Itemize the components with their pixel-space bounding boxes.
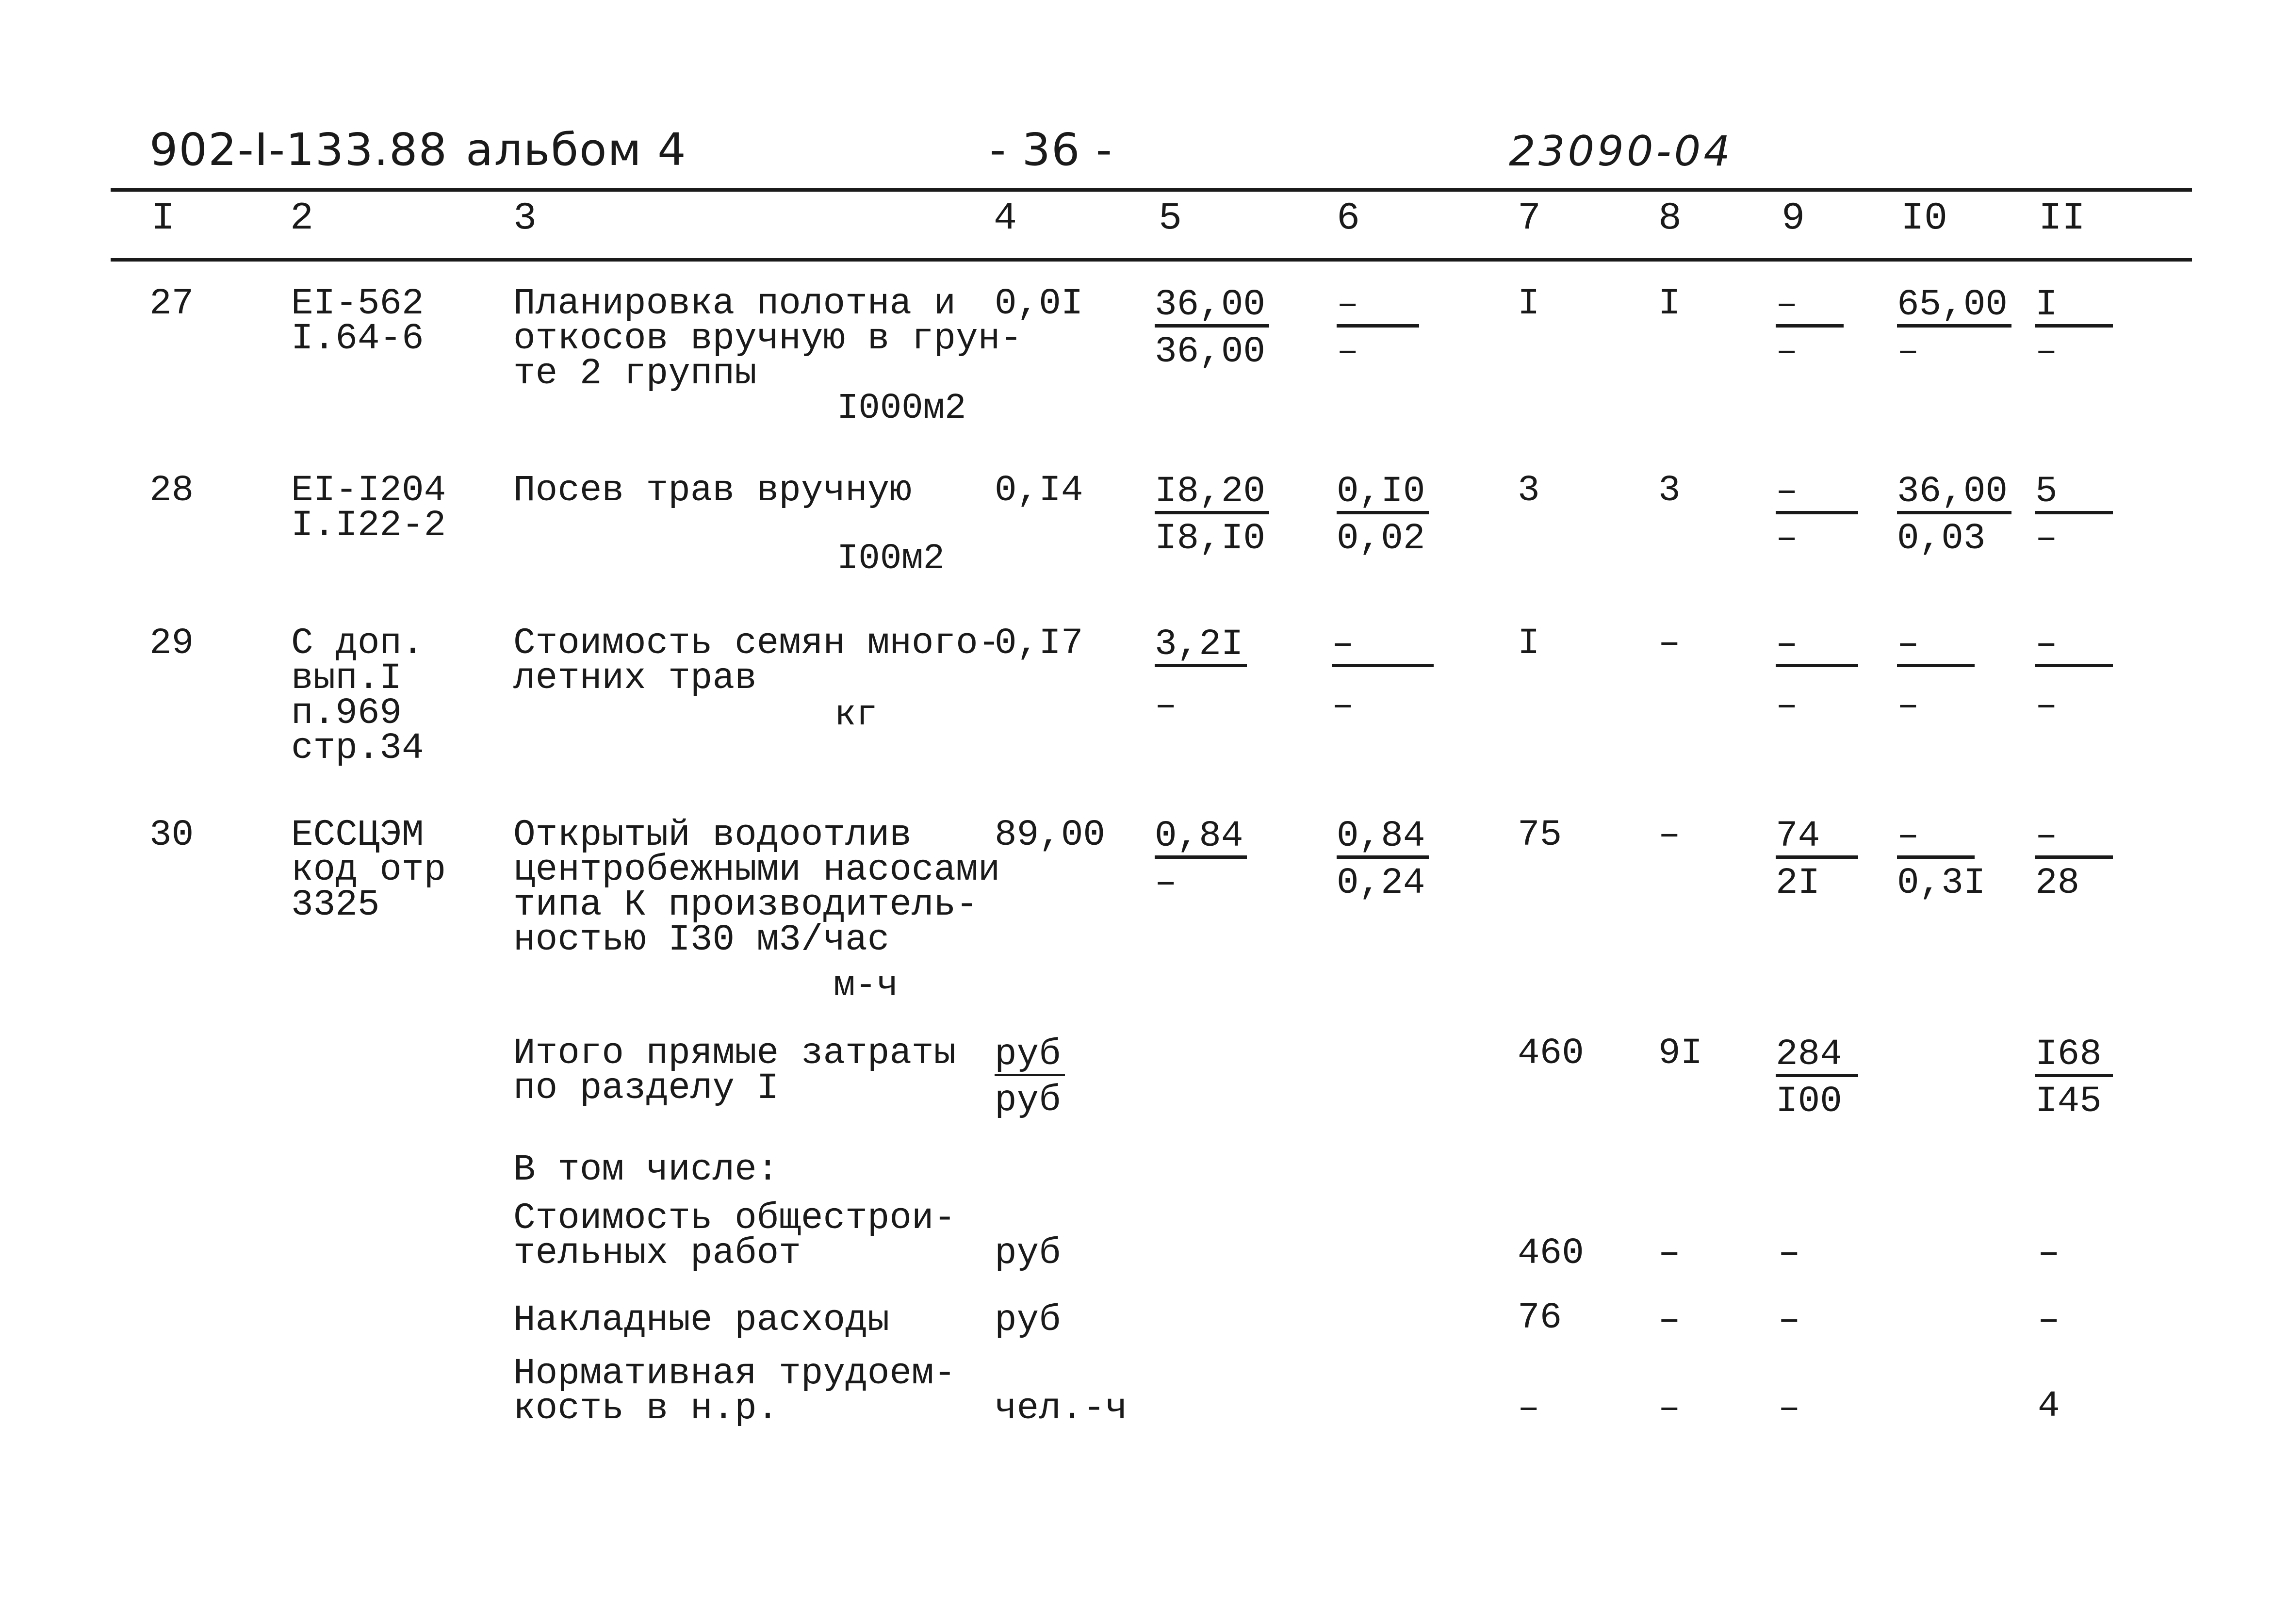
total-wages: – (1658, 623, 1681, 664)
breakdown-label-line: тельных работ (513, 1232, 801, 1274)
fraction-bottom: – (1776, 518, 1798, 559)
breakdown-label-line: кость в н.р. (513, 1388, 779, 1429)
fraction-top: 65,00 (1897, 280, 2011, 328)
description-line: откосов вручную в грун- (513, 318, 1022, 360)
breakdown-wages: – (1658, 1232, 1681, 1274)
breakdown-label (513, 1353, 956, 1429)
fraction-top: 0,84 (1337, 812, 1429, 859)
breakdown-wages: – (1658, 1388, 1681, 1429)
norm-code-line: EI-I204 (291, 470, 446, 511)
header-rule-top (111, 188, 2192, 192)
norm-code-line: 3325 (291, 884, 380, 926)
fraction-bottom: – (1776, 685, 1798, 727)
total-machines (1776, 467, 1858, 563)
unit-cost-machines (1337, 812, 1429, 907)
description-line: центробежными насосами (513, 849, 1000, 891)
breakdown-label-line: Нормативная трудоем- (513, 1353, 956, 1394)
breakdown-cost: 460 (1518, 1232, 1584, 1274)
fraction-bottom: 0,03 (1897, 518, 1986, 559)
unit-cost (1155, 620, 1247, 730)
column-number: 6 (1337, 197, 1360, 241)
total-cost: 3 (1518, 470, 1540, 511)
totals-cost: 460 (1518, 1033, 1584, 1074)
fraction-bottom: 0,3I (1897, 862, 1986, 904)
total-cost: I (1518, 283, 1540, 325)
including-heading: В том числе: (513, 1149, 779, 1191)
breakdown-unit: руб (995, 1299, 1061, 1341)
row-number: 28 (149, 470, 194, 511)
fraction-bottom: – (1155, 685, 1177, 727)
breakdown-labor: – (2038, 1299, 2060, 1341)
norm-code-line: вып.I (291, 657, 402, 699)
fraction-top: – (1776, 620, 1858, 667)
breakdown-machines: – (1778, 1299, 1800, 1341)
measure-unit: I000м2 (837, 388, 966, 429)
quantity: 0,I4 (995, 470, 1083, 511)
norm-code-line: С доп. (291, 623, 424, 664)
description-line: ностью I30 м3/час (513, 919, 890, 961)
fraction-bottom: – (2035, 518, 2058, 559)
fraction-bottom: – (1332, 685, 1354, 727)
fraction-bottom: – (1155, 862, 1177, 904)
quantity: 0,I7 (995, 623, 1083, 664)
totals-machines (1776, 1030, 1858, 1126)
fraction-bottom: – (1337, 331, 1359, 373)
breakdown-unit: руб (995, 1232, 1061, 1274)
fraction-bottom: – (1897, 331, 1919, 373)
fraction-bottom: 2I (1776, 862, 1820, 904)
totals-label-line: по разделу I (513, 1067, 779, 1109)
quantity: 89,00 (995, 814, 1106, 856)
norm-code (291, 470, 446, 546)
totals-wages: 9I (1658, 1033, 1703, 1074)
fraction-bottom: 0,24 (1337, 862, 1425, 904)
total-wages: 3 (1658, 470, 1681, 511)
totals-unit (995, 1030, 1065, 1125)
fraction-top: 36,00 (1155, 280, 1269, 328)
norm-code-line: I.I22-2 (291, 505, 446, 546)
description-line: Открытый водоотлив (513, 814, 912, 856)
norm-code-line: п.969 (291, 692, 402, 734)
fraction-top: 36,00 (1897, 467, 2011, 514)
breakdown-label (513, 1197, 956, 1274)
norm-code (291, 283, 424, 360)
unit-cost (1155, 467, 1269, 563)
column-number: II (2039, 197, 2086, 241)
unit-cost (1155, 280, 1269, 376)
fraction-bottom: 0,02 (1337, 518, 1425, 559)
breakdown-machines: – (1778, 1232, 1800, 1274)
measure-unit: I00м2 (837, 539, 945, 579)
total-wages: I (1658, 283, 1681, 325)
total-wages: – (1658, 814, 1681, 856)
fraction-bottom: – (2035, 331, 2058, 373)
breakdown-cost: 76 (1518, 1297, 1562, 1339)
fraction-top: – (2035, 620, 2113, 667)
norm-code (291, 814, 446, 926)
total-machines (1776, 620, 1858, 730)
fraction-bottom: – (1776, 331, 1798, 373)
fraction-bottom: 28 (2035, 862, 2080, 904)
fraction-top: – (1897, 812, 1975, 859)
description-line: типа К производитель- (513, 884, 978, 926)
fraction-top: 284 (1776, 1030, 1858, 1077)
totals-label-line: Итого прямые затраты (513, 1033, 956, 1074)
labor-total (2035, 280, 2113, 376)
breakdown-machines: – (1778, 1388, 1800, 1429)
description-line: Стоимость семян много- (513, 623, 1000, 664)
fraction-top: руб (995, 1030, 1065, 1076)
labor-total (2035, 620, 2113, 730)
fraction-top: 0,I0 (1337, 467, 1429, 514)
column-number: I (151, 197, 175, 241)
column-number: 8 (1658, 197, 1682, 241)
fraction-top: 0,84 (1155, 812, 1247, 859)
fraction-top: – (1332, 620, 1434, 667)
norm-code (291, 623, 424, 769)
fraction-top: 5 (2035, 467, 2113, 514)
measure-unit: м-ч (834, 966, 899, 1006)
fraction-top: – (2035, 812, 2113, 859)
labor-unit (1897, 620, 1975, 730)
column-number: I0 (1901, 197, 1948, 241)
norm-code-line: код отр (291, 849, 446, 891)
labor-total (2035, 467, 2113, 563)
description-line: летних трав (513, 657, 757, 699)
column-number: 5 (1159, 197, 1182, 241)
breakdown-cost: – (1518, 1388, 1540, 1429)
column-number: 9 (1782, 197, 1805, 241)
description-line: Посев трав вручную (513, 470, 912, 511)
fraction-bottom: I8,I0 (1155, 518, 1266, 559)
labor-unit (1897, 280, 2011, 376)
norm-code-line: EI-562 (291, 283, 424, 325)
norm-code-line: ЕССЦЭМ (291, 814, 424, 856)
work-description (513, 623, 1000, 699)
row-number: 27 (149, 283, 194, 325)
header-rule-bottom (111, 258, 2192, 262)
breakdown-label-line: Стоимость общестрои- (513, 1197, 956, 1239)
description-line: Планировка полотна и (513, 283, 956, 325)
total-cost: I (1518, 623, 1540, 664)
column-number: 7 (1518, 197, 1541, 241)
unit-cost (1155, 812, 1247, 907)
album-label: альбом 4 (466, 124, 687, 176)
labor-total (2035, 812, 2113, 907)
labor-unit (1897, 812, 1986, 907)
row-number: 29 (149, 623, 194, 664)
total-cost: 75 (1518, 814, 1562, 856)
breakdown-label-line: Накладные расходы (513, 1299, 890, 1341)
fraction-top: 3,2I (1155, 620, 1247, 667)
unit-cost-machines (1332, 620, 1434, 730)
column-number: 4 (994, 197, 1017, 241)
fraction-top: 74 (1776, 812, 1858, 859)
measure-unit: кг (834, 695, 878, 736)
row-number: 30 (149, 814, 194, 856)
breakdown-unit: чел.-ч (995, 1388, 1128, 1429)
fraction-bottom: I00 (1776, 1081, 1842, 1122)
norm-code-line: стр.34 (291, 727, 424, 769)
total-machines (1776, 812, 1858, 907)
fraction-bottom: I45 (2035, 1081, 2102, 1122)
description-line: те 2 группы (513, 353, 757, 394)
fraction-top: I8,20 (1155, 467, 1269, 514)
fraction-top: – (1776, 280, 1844, 328)
breakdown-labor: – (2038, 1232, 2060, 1274)
fraction-bottom: 36,00 (1155, 331, 1266, 373)
work-description (513, 470, 912, 511)
breakdown-wages: – (1658, 1299, 1681, 1341)
document-code: 902-I-133.88 (149, 124, 448, 176)
fraction-top: – (1776, 467, 1858, 514)
fraction-top: – (1897, 620, 1975, 667)
labor-unit (1897, 467, 2011, 563)
fraction-top: – (1337, 280, 1419, 328)
total-machines (1776, 280, 1844, 376)
fraction-top: I (2035, 280, 2113, 328)
fraction-bottom: – (1897, 685, 1919, 727)
fraction-bottom: руб (995, 1080, 1061, 1121)
column-number: 2 (290, 197, 314, 241)
inventory-number: 23090-04 (1509, 127, 1733, 176)
totals-labor (2035, 1030, 2113, 1126)
unit-cost-machines (1337, 467, 1429, 563)
totals-label (513, 1033, 956, 1109)
fraction-top: I68 (2035, 1030, 2113, 1077)
page-number: - 36 - (990, 124, 1113, 176)
norm-code-line: I.64-6 (291, 318, 424, 360)
unit-cost-machines (1337, 280, 1419, 376)
quantity: 0,0I (995, 283, 1083, 325)
breakdown-label (513, 1299, 890, 1341)
breakdown-labor: 4 (2038, 1385, 2060, 1427)
work-description (513, 814, 1000, 961)
fraction-bottom: – (2035, 685, 2058, 727)
column-number: 3 (513, 197, 537, 241)
work-description (513, 283, 1022, 394)
